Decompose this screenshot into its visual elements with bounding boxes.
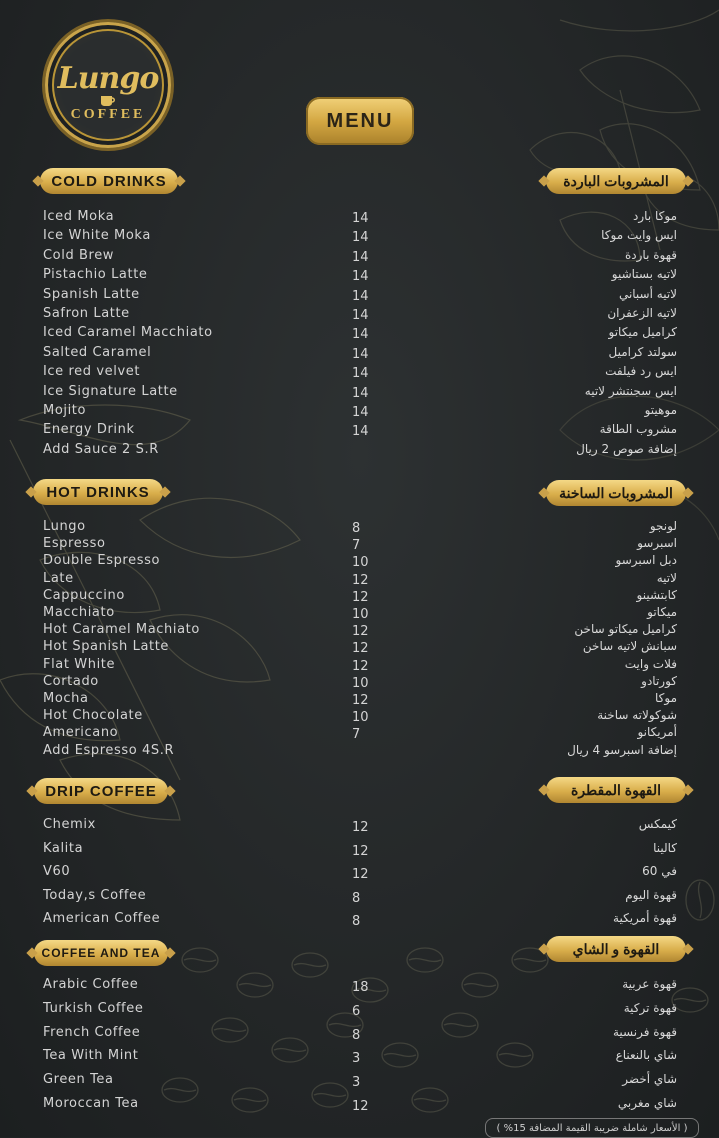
item-price: 12 xyxy=(352,1099,369,1114)
item-name-en: Lungo xyxy=(43,519,86,534)
item-name-en: Mojito xyxy=(43,403,87,418)
item-name-en: Iced Moka xyxy=(43,209,115,224)
item-price: 8 xyxy=(352,890,361,906)
menu-item-row xyxy=(0,588,719,606)
item-name-ar: دبل اسبرسو xyxy=(615,553,677,568)
menu-item-row xyxy=(0,864,719,882)
menu-item-row xyxy=(0,536,719,554)
item-name-en: Hot Spanish Latte xyxy=(43,639,170,655)
menu-item-row xyxy=(0,248,719,266)
menu-item-row xyxy=(0,1001,719,1019)
item-name-ar: كراميل ميكاتو ساخن xyxy=(574,622,677,637)
item-name-en: Arabic Coffee xyxy=(43,977,139,992)
menu-item-row xyxy=(0,1048,719,1066)
item-name-ar: ميكاتو xyxy=(647,605,677,619)
section-title-tea-ar: القهوة و الشاي xyxy=(546,936,686,962)
item-name-ar: قهوة عربية xyxy=(622,977,677,991)
item-name-ar: كالينا xyxy=(653,840,677,855)
section-title-drip-ar: القهوة المقطرة xyxy=(546,777,686,803)
item-name-en: Flat White xyxy=(43,656,116,672)
menu-title: MENU xyxy=(306,97,414,145)
item-price: 14 xyxy=(352,211,369,226)
brand-logo xyxy=(45,22,171,148)
section-title-drip-en: DRIP COFFEE xyxy=(34,778,168,804)
item-name-ar: شوكولاته ساخنة xyxy=(597,708,677,723)
item-name-en: Hot Chocolate xyxy=(43,708,143,724)
item-name-en: V60 xyxy=(43,864,71,879)
item-name-ar: موكا xyxy=(655,691,677,705)
menu-item-row xyxy=(0,911,719,929)
item-name-ar: فلات وايت xyxy=(624,656,677,671)
menu-item-row xyxy=(0,1025,719,1043)
item-name-ar: سبانش لاتيه ساخن xyxy=(582,639,677,654)
item-price: 12 xyxy=(352,867,369,882)
menu-item-row xyxy=(0,345,719,363)
item-name-ar: أمريكانو xyxy=(637,725,677,740)
item-name-en: Add Sauce 2 S.R xyxy=(43,441,159,457)
item-price: 7 xyxy=(352,727,361,743)
vat-note: ( الأسعار شاملة ضريبة القيمة المضافة 15% ) xyxy=(485,1118,699,1138)
item-name-ar: ايس سجنتشر لاتيه xyxy=(584,383,677,398)
section-title-cold-en: COLD DRINKS xyxy=(40,168,178,194)
item-price: 18 xyxy=(352,980,369,995)
item-price: 14 xyxy=(352,405,369,420)
item-price: 3 xyxy=(352,1051,361,1067)
item-name-en: Americano xyxy=(43,725,119,741)
item-price: 6 xyxy=(352,1003,361,1019)
item-name-ar: لاتيه بستاشيو xyxy=(611,267,677,282)
item-price: 7 xyxy=(352,538,361,554)
coffee-cup-icon xyxy=(100,95,116,107)
item-price: 12 xyxy=(352,572,369,588)
item-name-en: Iced Caramel Macchiato xyxy=(43,325,213,341)
menu-item-row xyxy=(0,674,719,692)
item-name-en: Cappuccino xyxy=(43,587,125,603)
menu-item-row xyxy=(0,306,719,324)
menu-item-row xyxy=(0,841,719,859)
item-name-ar: قهوة فرنسية xyxy=(612,1024,677,1039)
menu-item-row xyxy=(0,267,719,285)
menu-item-row xyxy=(0,691,719,709)
item-price: 10 xyxy=(352,710,369,726)
item-name-ar: موكا بارد xyxy=(633,209,677,223)
item-name-ar: سولتد كراميل xyxy=(608,344,677,359)
item-price: 14 xyxy=(352,424,369,440)
item-price: 10 xyxy=(352,555,369,571)
item-name-en: Cortado xyxy=(43,673,99,689)
item-name-ar: كابتشينو xyxy=(636,587,677,602)
menu-item-row xyxy=(0,403,719,421)
item-name-ar: إضافة اسبرسو 4 ريال xyxy=(567,742,677,757)
item-name-ar: لاتيه xyxy=(656,570,677,585)
menu-item-row xyxy=(0,364,719,382)
item-name-en: American Coffee xyxy=(43,911,161,926)
menu-item-row xyxy=(0,422,719,440)
item-name-en: Salted Caramel xyxy=(43,344,152,360)
item-name-en: Ice Signature Latte xyxy=(43,383,178,399)
menu-item-row xyxy=(0,228,719,246)
item-price: 14 xyxy=(352,230,369,246)
item-price: 8 xyxy=(352,914,361,929)
item-price: 8 xyxy=(352,521,361,536)
item-name-en: Green Tea xyxy=(43,1072,114,1088)
item-name-ar: إضافة صوص 2 ريال xyxy=(576,441,677,456)
menu-item-row xyxy=(0,519,719,537)
item-price: 12 xyxy=(352,624,369,640)
item-name-en: Today,s Coffee xyxy=(43,887,147,903)
item-price: 14 xyxy=(352,366,369,382)
section-title-hot-en: HOT DRINKS xyxy=(33,479,163,505)
item-name-ar: لاتيه الزعفران xyxy=(607,306,677,320)
menu-item-row xyxy=(0,1096,719,1114)
menu-item-row xyxy=(0,888,719,906)
item-name-ar: قهوة أمريكية xyxy=(613,911,677,925)
menu-item-row xyxy=(0,622,719,640)
section-title-tea-en: COFFEE AND TEA xyxy=(34,940,168,966)
item-price: 14 xyxy=(352,327,369,343)
item-name-ar: ايس رد فيلفت xyxy=(605,364,677,379)
menu-item-row xyxy=(0,442,719,460)
item-name-en: Safron Latte xyxy=(43,306,130,321)
menu-item-row xyxy=(0,743,719,761)
item-name-ar: ايس وايت موكا xyxy=(601,228,677,243)
item-name-ar: اسبرسو xyxy=(637,536,677,551)
item-name-en: Moroccan Tea xyxy=(43,1096,139,1111)
menu-item-row xyxy=(0,325,719,343)
item-price: 14 xyxy=(352,288,369,304)
item-name-ar: مشروب الطاقة xyxy=(599,422,677,437)
item-name-ar: كورتادو xyxy=(641,673,677,688)
item-name-en: Cold Brew xyxy=(43,247,115,263)
item-price: 12 xyxy=(352,693,369,708)
item-price: 8 xyxy=(352,1027,361,1043)
item-name-ar: كيمكس xyxy=(638,817,677,831)
item-name-ar: لونجو xyxy=(649,519,677,533)
logo-subtitle: COFFEE xyxy=(70,107,146,122)
item-name-ar: شاي مغربي xyxy=(617,1096,677,1110)
item-name-ar: قهوة تركية xyxy=(623,1000,677,1015)
item-name-en: Hot Caramel Machiato xyxy=(43,622,200,638)
item-name-ar: موهيتو xyxy=(644,403,677,417)
item-price: 12 xyxy=(352,658,369,674)
menu-item-row xyxy=(0,657,719,675)
item-name-en: Add Espresso 4S.R xyxy=(43,742,175,758)
item-name-en: Kalita xyxy=(43,840,84,856)
item-price: 10 xyxy=(352,607,369,622)
menu-item-row xyxy=(0,708,719,726)
item-price: 10 xyxy=(352,675,369,691)
item-price: 12 xyxy=(352,589,369,605)
item-name-en: Pistachio Latte xyxy=(43,267,148,283)
menu-item-row xyxy=(0,384,719,402)
item-price: 3 xyxy=(352,1075,361,1091)
item-name-en: Macchiato xyxy=(43,605,115,620)
item-name-ar: قهوة باردة xyxy=(625,247,677,262)
menu-item-row xyxy=(0,605,719,623)
item-price: 14 xyxy=(352,249,369,265)
item-price: 12 xyxy=(352,641,369,657)
item-name-ar: في 60 xyxy=(642,864,677,878)
section-title-cold-ar: المشروبات الباردة xyxy=(546,168,686,194)
item-price: 14 xyxy=(352,346,369,362)
item-name-ar: قهوة اليوم xyxy=(625,887,677,902)
menu-item-row xyxy=(0,977,719,995)
item-name-en: Espresso xyxy=(43,536,106,552)
item-name-en: Late xyxy=(43,570,74,586)
menu-item-row xyxy=(0,571,719,589)
item-name-ar: شاي أخضر xyxy=(622,1072,677,1087)
item-name-en: Tea With Mint xyxy=(43,1048,139,1064)
item-price: 14 xyxy=(352,308,369,323)
item-price: 12 xyxy=(352,820,369,835)
menu-item-row xyxy=(0,725,719,743)
item-name-en: Mocha xyxy=(43,691,89,706)
section-title-hot-ar: المشروبات الساخنة xyxy=(546,480,686,506)
menu-item-row xyxy=(0,817,719,835)
item-name-ar: لاتيه أسباني xyxy=(618,286,677,301)
item-name-ar: كراميل ميكاتو xyxy=(608,325,677,340)
logo-brand-text: Lungo xyxy=(57,61,159,96)
item-name-en: Spanish Latte xyxy=(43,286,140,302)
item-name-en: Ice White Moka xyxy=(43,228,151,244)
item-name-en: Double Espresso xyxy=(43,553,160,569)
menu-item-row xyxy=(0,209,719,227)
menu-item-row xyxy=(0,1072,719,1090)
item-name-en: Ice red velvet xyxy=(43,364,141,380)
item-price: 14 xyxy=(352,385,369,401)
item-price: 12 xyxy=(352,843,369,859)
item-name-en: French Coffee xyxy=(43,1024,141,1040)
menu-item-row xyxy=(0,287,719,305)
item-name-en: Energy Drink xyxy=(43,422,135,438)
menu-item-row xyxy=(0,639,719,657)
item-price: 14 xyxy=(352,269,369,285)
item-name-en: Turkish Coffee xyxy=(43,1000,144,1016)
item-name-ar: شاي بالنعناع xyxy=(615,1048,677,1063)
menu-item-row xyxy=(0,553,719,571)
item-name-en: Chemix xyxy=(43,817,96,832)
